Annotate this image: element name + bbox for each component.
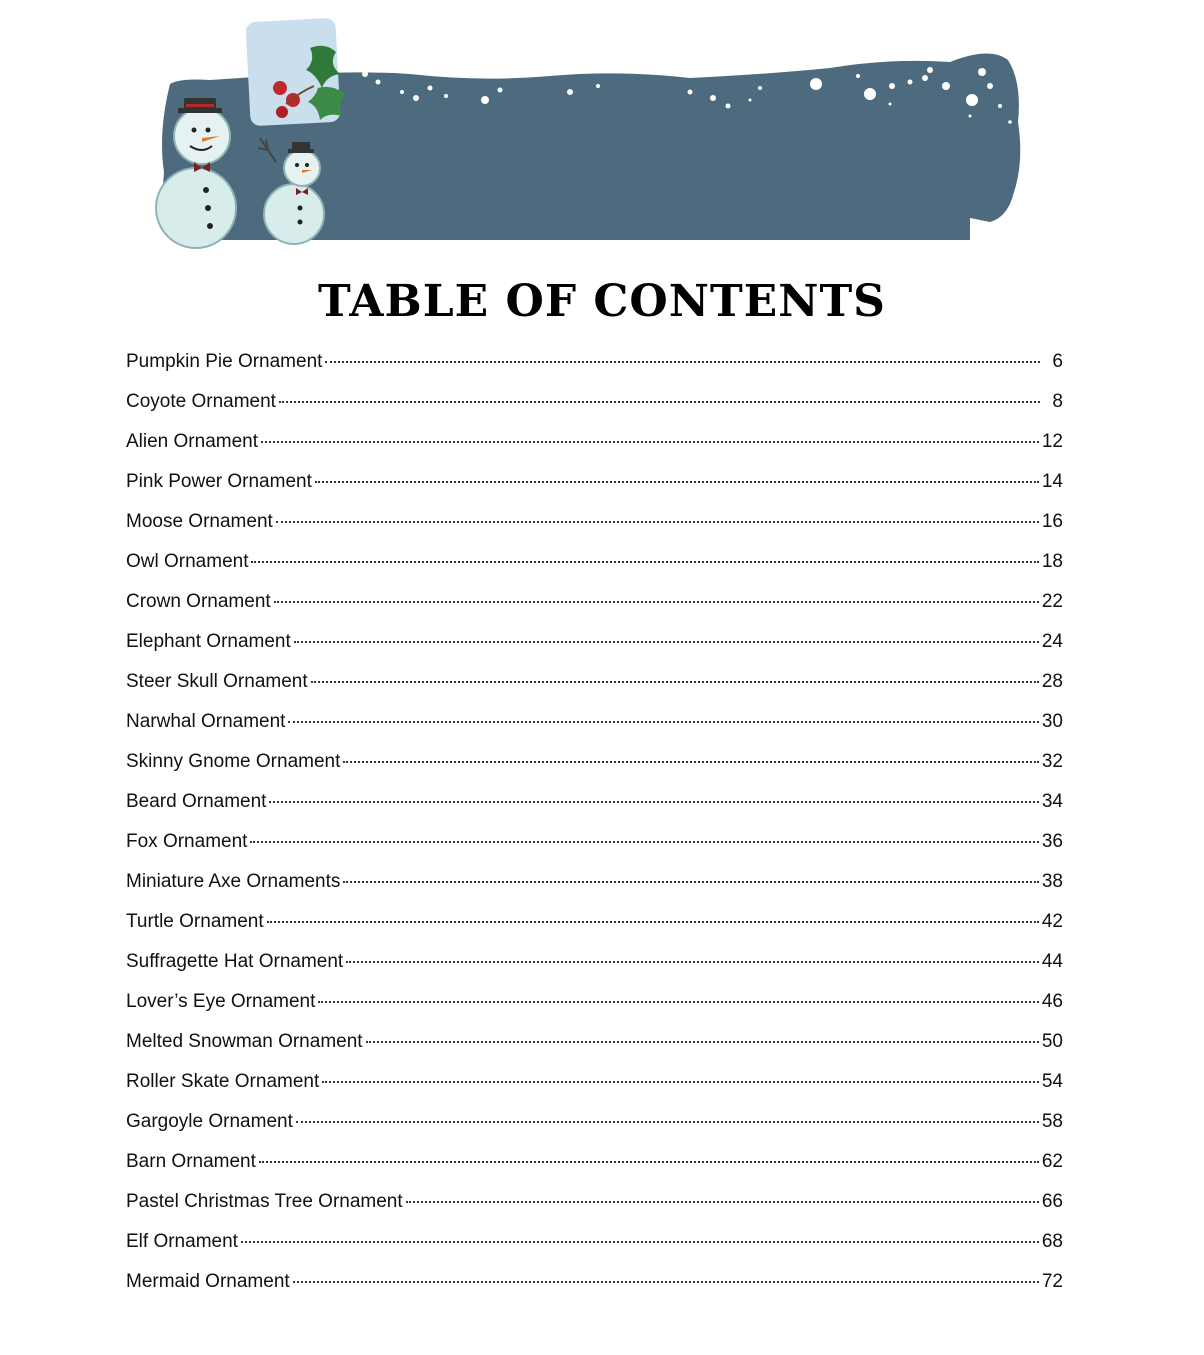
toc-entry-page-number: 68 xyxy=(1041,1231,1063,1252)
toc-entry-page-number: 50 xyxy=(1041,1031,1063,1052)
header-banner xyxy=(150,12,1030,252)
toc-entry-title: Crown Ornament xyxy=(126,591,271,612)
toc-entry[interactable] xyxy=(126,1262,1063,1302)
dot-leader xyxy=(294,641,1039,643)
dot-leader xyxy=(269,801,1038,803)
toc-entry-title: Beard Ornament xyxy=(126,791,267,812)
toc-entry-page-number: 22 xyxy=(1041,591,1063,612)
toc-entry[interactable] xyxy=(126,742,1063,782)
toc-entry-title: Turtle Ornament xyxy=(126,911,264,932)
dot-leader xyxy=(241,1241,1039,1243)
toc-entry-title: Mermaid Ornament xyxy=(126,1271,290,1292)
toc-entry[interactable] xyxy=(126,982,1063,1022)
toc-entry[interactable] xyxy=(126,862,1063,902)
table-of-contents xyxy=(126,342,1063,1302)
toc-entry-page-number: 28 xyxy=(1041,671,1063,692)
toc-entry-title: Fox Ornament xyxy=(126,831,248,852)
toc-entry[interactable] xyxy=(126,662,1063,702)
dot-leader xyxy=(276,521,1039,523)
toc-entry-title: Skinny Gnome Ornament xyxy=(126,751,341,772)
toc-entry[interactable] xyxy=(126,702,1063,742)
dot-leader xyxy=(343,881,1038,883)
toc-entry-page-number: 18 xyxy=(1041,551,1063,572)
toc-entry-title: Gargoyle Ornament xyxy=(126,1111,293,1132)
toc-entry-page-number: 44 xyxy=(1041,951,1063,972)
toc-entry[interactable] xyxy=(126,422,1063,462)
dot-leader xyxy=(296,1121,1039,1123)
dot-leader xyxy=(250,841,1038,843)
toc-entry[interactable] xyxy=(126,902,1063,942)
toc-entry[interactable] xyxy=(126,1022,1063,1062)
dot-leader xyxy=(322,1081,1039,1083)
toc-entry-title: Owl Ornament xyxy=(126,551,249,572)
toc-entry[interactable] xyxy=(126,1222,1063,1262)
toc-entry-page-number: 72 xyxy=(1041,1271,1063,1292)
dot-leader xyxy=(325,361,1040,363)
dot-leader xyxy=(315,481,1039,483)
toc-entry[interactable] xyxy=(126,542,1063,582)
dot-leader xyxy=(261,441,1039,443)
toc-entry-title: Elephant Ornament xyxy=(126,631,291,652)
toc-entry[interactable] xyxy=(126,1062,1063,1102)
toc-entry[interactable] xyxy=(126,782,1063,822)
dot-leader xyxy=(274,601,1039,603)
toc-entry[interactable] xyxy=(126,1182,1063,1222)
toc-entry-title: Barn Ornament xyxy=(126,1151,256,1172)
toc-entry-page-number: 36 xyxy=(1041,831,1063,852)
toc-entry-title: Narwhal Ornament xyxy=(126,711,286,732)
toc-entry-page-number: 58 xyxy=(1041,1111,1063,1132)
toc-entry[interactable] xyxy=(126,382,1063,422)
toc-entry[interactable] xyxy=(126,342,1063,382)
toc-entry-page-number: 30 xyxy=(1041,711,1063,732)
toc-entry-title: Pastel Christmas Tree Ornament xyxy=(126,1191,403,1212)
toc-entry[interactable] xyxy=(126,462,1063,502)
page-title: TABLE OF CONTENTS xyxy=(318,276,886,327)
toc-entry-page-number: 32 xyxy=(1041,751,1063,772)
dot-leader xyxy=(267,921,1039,923)
toc-entry-title: Pumpkin Pie Ornament xyxy=(126,351,323,372)
toc-entry-title: Lover’s Eye Ornament xyxy=(126,991,316,1012)
toc-entry[interactable] xyxy=(126,1102,1063,1142)
toc-entry[interactable] xyxy=(126,582,1063,622)
toc-entry-page-number: 8 xyxy=(1052,391,1063,412)
toc-entry-page-number: 54 xyxy=(1041,1071,1063,1092)
dot-leader xyxy=(366,1041,1039,1043)
dot-leader xyxy=(406,1201,1039,1203)
toc-entry-page-number: 24 xyxy=(1041,631,1063,652)
toc-entry-page-number: 12 xyxy=(1041,431,1063,452)
toc-entry-page-number: 42 xyxy=(1041,911,1063,932)
toc-entry-title: Elf Ornament xyxy=(126,1231,238,1252)
dot-leader xyxy=(293,1281,1039,1283)
toc-entry-page-number: 34 xyxy=(1041,791,1063,812)
toc-entry-title: Moose Ornament xyxy=(126,511,273,532)
toc-entry-page-number: 66 xyxy=(1041,1191,1063,1212)
toc-entry[interactable] xyxy=(126,502,1063,542)
toc-entry-title: Steer Skull Ornament xyxy=(126,671,308,692)
toc-entry-page-number: 6 xyxy=(1052,351,1063,372)
dot-leader xyxy=(318,1001,1038,1003)
toc-entry-title: Suffragette Hat Ornament xyxy=(126,951,344,972)
toc-entry[interactable] xyxy=(126,622,1063,662)
dot-leader xyxy=(259,1161,1039,1163)
toc-entry[interactable] xyxy=(126,1142,1063,1182)
toc-entry-page-number: 16 xyxy=(1041,511,1063,532)
dot-leader xyxy=(343,761,1038,763)
toc-entry-title: Miniature Axe Ornaments xyxy=(126,871,341,892)
holly-card xyxy=(245,18,346,127)
toc-entry-title: Melted Snowman Ornament xyxy=(126,1031,363,1052)
dot-leader xyxy=(346,961,1039,963)
toc-entry-title: Coyote Ornament xyxy=(126,391,276,412)
toc-entry[interactable] xyxy=(126,942,1063,982)
toc-entry-page-number: 62 xyxy=(1041,1151,1063,1172)
toc-entry-page-number: 14 xyxy=(1041,471,1063,492)
toc-entry-page-number: 38 xyxy=(1041,871,1063,892)
dot-leader xyxy=(279,401,1040,403)
toc-entry-title: Pink Power Ornament xyxy=(126,471,312,492)
dot-leader xyxy=(311,681,1039,683)
toc-entry-title: Alien Ornament xyxy=(126,431,259,452)
dot-leader xyxy=(288,721,1038,723)
toc-entry[interactable] xyxy=(126,822,1063,862)
toc-entry-page-number: 46 xyxy=(1041,991,1063,1012)
toc-entry-title: Roller Skate Ornament xyxy=(126,1071,320,1092)
dot-leader xyxy=(251,561,1038,563)
